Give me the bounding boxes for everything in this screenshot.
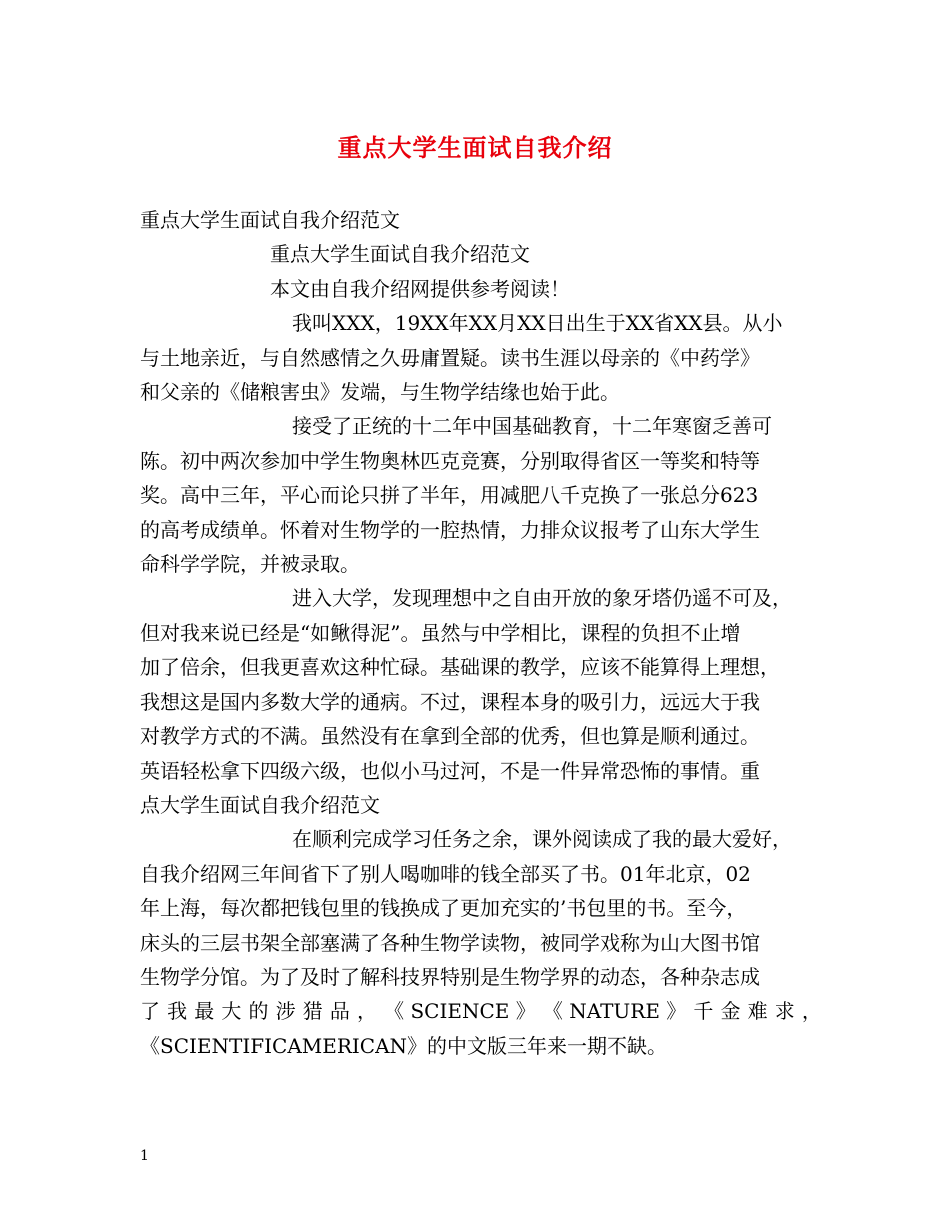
paragraph-line: 生物学分馆。为了及时了解科技界特别是生物学界的动态，各种杂志成	[140, 964, 760, 989]
spread-token: 金	[720, 999, 741, 1024]
paragraph-line: 自我介绍网三年间省下了别人喝咖啡的钱全部买了书。01年北京，02	[140, 861, 751, 886]
paragraph-line: 陈。初中两次参加中学生物奥林匹克竞赛，分别取得省区一等奖和特等	[140, 448, 760, 473]
paragraph-1	[140, 306, 822, 409]
document-title: 重点大学生面试自我介绍	[337, 133, 613, 162]
paragraph-spread-line	[140, 994, 822, 1028]
paragraph-line: 我叫XXX，19XX年XX月XX日出生于XX省XX县。从小	[292, 311, 783, 336]
document-subheading: 重点大学生面试自我介绍范文	[270, 242, 530, 267]
paragraph-line: 进入大学，发现理想中之自由开放的象牙塔仍遥不可及，	[292, 586, 792, 611]
spread-token: 我	[167, 999, 188, 1024]
paragraph-line: 命科学学院，并被录取。	[140, 552, 360, 577]
spread-token: 了	[140, 999, 160, 1024]
paragraph-line: 床头的三层书架全部塞满了各种生物学读物，被同学戏称为山大图书馆	[140, 930, 760, 955]
spread-token: 的	[248, 999, 269, 1024]
paragraph-2	[140, 409, 822, 581]
paragraph-line: 但对我来说已经是“如鳅得泥”。虽然与中学相比，课程的负担不止增	[140, 620, 741, 645]
paragraph-line: 点大学生面试自我介绍范文	[140, 792, 380, 817]
paragraph-line: 和父亲的《储粮害虫》发端，与生物学结缘也始于此。	[140, 380, 620, 405]
paragraph-line: 奖。高中三年，平心而论只拼了半年，用减肥八千克换了一张总分623	[140, 483, 759, 508]
paragraph-line: 对教学方式的不满。虽然没有在拿到全部的优秀，但也算是顺利通过。	[140, 724, 760, 749]
spread-token: ，	[357, 999, 377, 1024]
spread-token: 涉	[275, 999, 296, 1024]
spread-token: 求	[774, 999, 795, 1024]
page-number: 1	[140, 1148, 149, 1164]
spread-token: 难	[747, 999, 768, 1024]
paragraph-line: 英语轻松拿下四级六级，也似小马过河，不是一件异常恐怖的事情。重	[140, 758, 760, 783]
paragraph-4	[140, 822, 822, 1063]
spread-token: 猎	[302, 999, 323, 1024]
paragraph-line: 我想这是国内多数大学的通病。不过，课程本身的吸引力，远远大于我	[140, 689, 760, 714]
spread-token: 最	[194, 999, 215, 1024]
paragraph-line: 《SCIENTIFICAMERICAN》的中文版三年来一期不缺。	[140, 1033, 668, 1058]
source-note: 本文由自我介绍网提供参考阅读！	[270, 276, 570, 301]
paragraph-line: 加了倍余，但我更喜欢这种忙碌。基础课的教学，应该不能算得上理想，	[140, 655, 780, 680]
paragraph-line: 与土地亲近，与自然感情之久毋庸置疑。读书生涯以母亲的《中药学》	[140, 345, 760, 370]
document-heading: 重点大学生面试自我介绍范文	[140, 208, 400, 232]
spread-token: 大	[221, 999, 242, 1024]
paragraph-3	[140, 581, 822, 822]
paragraph-line: 接受了正统的十二年中国基础教育，十二年寒窗乏善可	[292, 414, 772, 439]
document-body	[140, 203, 822, 1063]
paragraph-line: 在顺利完成学习任务之余，课外阅读成了我的最大爱好，	[292, 827, 792, 852]
spread-token: 千	[693, 999, 714, 1024]
spread-token: 《 SCIENCE 》	[384, 999, 536, 1024]
paragraph-line: 年上海，每次都把钱包里的钱换成了更加充实的’书包里的书。至今，	[140, 896, 747, 921]
spread-token: ，	[801, 999, 822, 1024]
spread-token: 《 NATURE 》	[542, 999, 687, 1024]
spread-token: 品	[329, 999, 350, 1024]
paragraph-line: 的高考成绩单。怀着对生物学的一腔热情，力排众议报考了山东大学生	[140, 517, 760, 542]
